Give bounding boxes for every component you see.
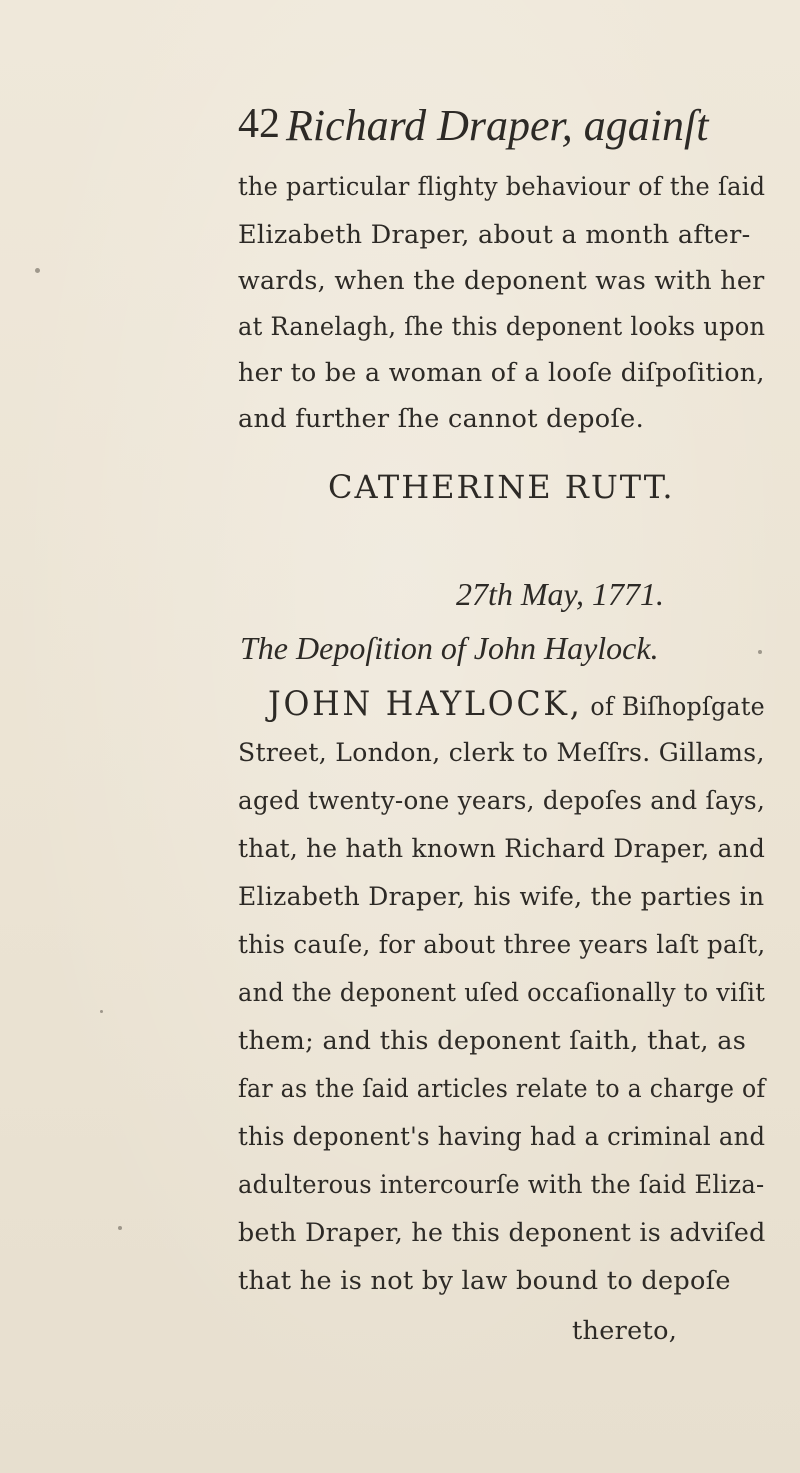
text-line: wards, when the deponent was with her [238,266,765,296]
text-line: the particular flighty behaviour of the ſaid [238,172,766,202]
paper-speck [118,1226,122,1230]
paper-speck [100,1010,103,1013]
page-number: 42 [238,101,280,147]
text-fragment: of Biſhopſgate [590,692,765,722]
deposition-date: 27th May, 1771. [456,576,664,612]
text-line: and further ſhe cannot depoſe. [238,404,644,434]
text-line: Elizabeth Draper, about a month after- [238,220,751,250]
text-line: that, he hath known Richard Draper, and [238,834,766,864]
text-line: this cauſe, for about three years laſt paſt, [238,930,766,960]
text-line: beth Draper, he this deponent is adviſed [238,1218,766,1248]
text-line-first [268,684,765,724]
text-line: at Ranelagh, ſhe this deponent looks upon [238,312,766,342]
text-line: her to be a woman of a looſe diſpoſition, [238,358,765,388]
text-line: adulterous intercourſe with the ſaid Eliza- [238,1170,765,1200]
text-line: that he is not by law bound to depoſe [238,1266,731,1296]
text-line: Elizabeth Draper, his wife, the parties in [238,882,765,912]
running-head: Richard Draper, againſt [286,101,709,150]
deposition-title: The Depoſition of John Haylock. [240,630,659,666]
text-line: this deponent's having had a criminal and [238,1122,766,1152]
text-line: Street, London, clerk to Meſſrs. Gillams, [238,738,765,768]
paper-speck [35,268,40,273]
text-line: them; and this deponent ſaith, that, as [238,1026,747,1056]
deponent-name: JOHN HAYLOCK, [268,684,583,724]
text-line: far as the ſaid articles relate to a charge of [238,1074,766,1104]
catchword: thereto, [572,1316,678,1346]
paper-speck [758,650,762,654]
signature: CATHERINE RUTT. [328,468,675,506]
text-line: and the deponent uſed occaſionally to viſit [238,978,766,1008]
text-line: aged twenty-one years, depoſes and ſays, [238,786,766,816]
